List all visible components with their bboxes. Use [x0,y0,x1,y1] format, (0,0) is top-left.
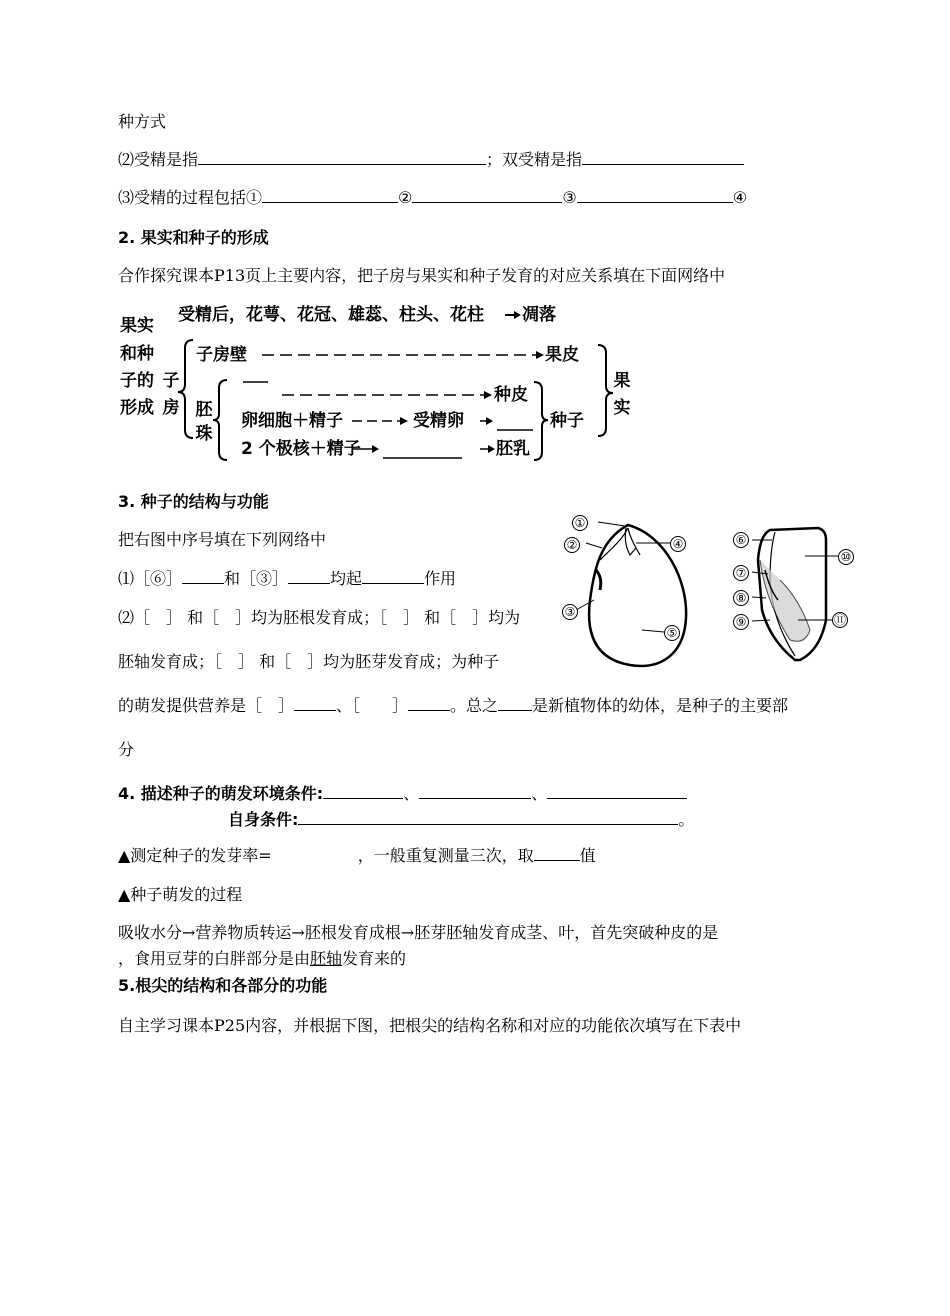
ovary-label-top: 子 [162,371,180,391]
section-5-heading: 5.根尖的结构和各部分的功能 [118,976,328,995]
ovary-label-bottom: 房 [162,398,180,418]
process-line1: 吸收水分→营养物质转运→胚根发育成根→胚芽胚轴发育成茎、叶，首先突破种皮的是 [118,923,719,942]
ovule-label-top: 胚 [195,400,213,420]
corn-label-7: ⑦ [733,565,749,581]
bean-label-1: ① [572,515,588,531]
seed-coat: 种皮 [494,385,528,405]
answer-blank[interactable] [298,810,678,825]
rate-suffix: 值 [579,846,596,865]
separator: 、 [403,784,420,803]
answer-blank[interactable] [419,784,531,799]
item-3-label: 和［③］ [224,569,289,588]
bean-label-3: ③ [562,604,578,620]
left-label-line1: 果实 [120,316,154,336]
section-3-line5: 分 [118,740,135,759]
left-label-line2: 和种 [120,344,154,364]
endosperm: 胚乳 [496,439,530,459]
process-prompt: ⑶受精的过程包括① [118,188,263,207]
separator: 、 [531,784,548,803]
q1-line-a: 种方式 [118,112,167,131]
ovary-wall: 子房壁 [196,345,247,365]
pericarp: 果皮 [545,345,579,365]
left-label-line4: 形成 [120,398,154,418]
self-condition-line [228,810,694,830]
corn-label-10: ⑩ [838,549,854,565]
section-2-instruction: 合作探究课本P13页上主要内容，把子房与果实和种子发育的对应关系填在下面网络中 [118,266,726,285]
answer-blank[interactable] [534,846,580,861]
process-line2 [118,949,406,969]
answer-blank[interactable] [547,784,687,799]
self-condition-label: 自身条件: [228,810,299,829]
top-note: 受精后，花萼、花冠、雄蕊、柱头、花柱 [178,305,484,325]
top-note-end: 凋落 [522,305,556,325]
section-3-heading: 3. 种子的结构与功能 [118,492,269,511]
germination-rate-line [118,846,596,866]
zygote: 受精卵 [413,411,464,431]
corn-label-11: ⑪ [833,613,846,627]
process-title: ▲种子萌发的过程 [118,885,243,904]
bean-label-4: ④ [670,536,686,552]
bean-label-5: ⑤ [664,625,680,641]
fruit-label-bottom: 实 [613,398,631,418]
section-3-line3: 胚轴发育成；［ ］ 和［ ］均为胚芽发育成；为种子 [118,652,500,671]
function-suffix: 作用 [424,569,457,588]
nutrient-prompt: 的萌发提供营养是［ ］ [118,696,295,715]
step-2-label: ② [398,188,413,207]
polar-nuclei: 2 个极核＋精子 [241,439,361,459]
rate-repeat-text: ，一般重复测量三次，取 [357,846,534,865]
bean-label-2: ② [564,537,580,553]
ovule-label-bottom: 珠 [195,424,213,444]
egg-sperm: 卵细胞＋精子 [241,411,343,431]
section-5-instruction: 自主学习课本P25内容，并根据下图，把根尖的结构名称和对应的功能依次填写在下表中 [118,1016,742,1035]
fruit-label-top: 果 [613,371,631,391]
hypocotyl-underlined: 胚轴 [310,949,343,968]
answer-blank[interactable] [323,784,403,799]
period: 。 [678,810,695,829]
summary-text: 是新植物体的幼体，是种子的主要部 [532,696,789,715]
seed-label: 种子 [550,411,584,431]
section-4-heading: 4. 描述种子的萌发环境条件: [118,784,324,803]
bean-sprout-text: ，食用豆芽的白胖部分是由 [118,949,311,968]
nutrient-second: 、［ ］ [336,696,409,715]
section-4-heading-line [118,784,687,804]
corn-label-6: ⑥ [733,532,749,548]
double-fertilization-prompt: ；双受精是指 [486,150,583,169]
section-3-instruction: 把右图中序号填在下列网络中 [118,530,327,549]
fertilization-prompt: ⑵受精是指 [118,150,199,169]
left-label-line3: 子的 [120,371,154,391]
summary-prompt: 。总之 [450,696,499,715]
corn-label-8: ⑧ [733,590,749,606]
section-2-heading: 2. 果实和种子的形成 [118,228,269,247]
step-3-label: ③ [562,188,577,207]
rate-prompt: ▲测定种子的发芽率= [118,846,272,865]
corn-label-9: ⑨ [733,614,749,630]
step-4-label: ④ [732,188,748,207]
section-3-line2: ⑵［ ］ 和［ ］均为胚根发育成；［ ］ 和［ ］均为 [118,608,521,627]
item-6-label: ⑴［⑥］ [118,569,183,588]
bean-sprout-suffix: 发育来的 [342,949,407,968]
function-prompt: 均起 [330,569,363,588]
